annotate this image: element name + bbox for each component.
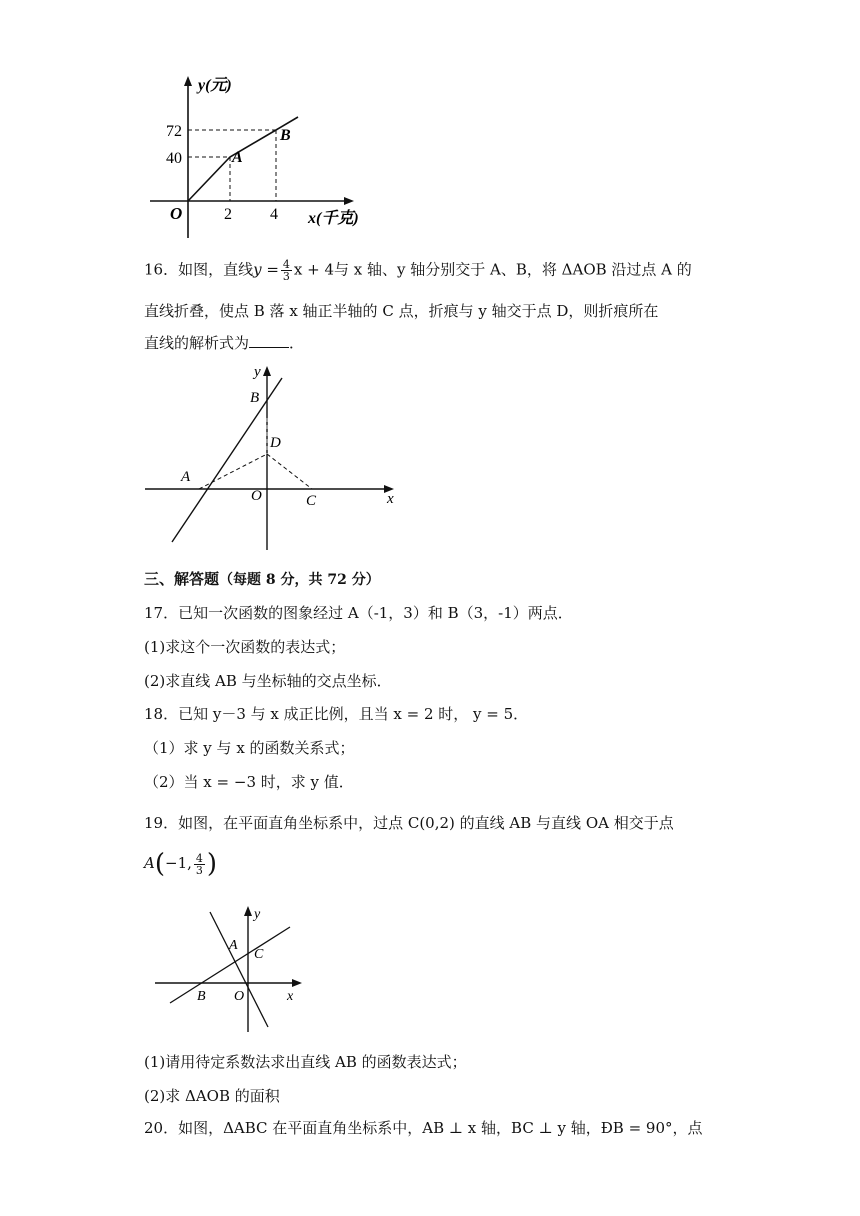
y-axis-label: y(元): [198, 77, 232, 94]
y-axis-arrow: [263, 366, 271, 376]
line-ab: [172, 378, 282, 542]
q18-stem: 18．已知 y－3 与 x 成正比例，且当 x = 2 时， y = 5．: [144, 705, 529, 723]
point-b-label: B: [280, 127, 291, 144]
q19-point-a: A(−1, $\frac{4}{3}$ ): [144, 849, 218, 879]
q16-line3-text: 直线的解析式为: [144, 334, 250, 352]
y-label: y: [254, 907, 261, 922]
x-tick-4: 4: [270, 206, 278, 223]
q18-part-1: （1）求 y 与 x 的函数关系式；: [144, 739, 355, 757]
q17-part-2: (2)求直线 AB 与坐标轴的交点坐标．: [144, 672, 392, 690]
point-a-label: A: [232, 149, 243, 166]
q19-a-den: 3: [195, 863, 203, 877]
y-label: y: [254, 364, 261, 380]
o-label: O: [234, 989, 245, 1004]
o-label: O: [251, 488, 262, 504]
q16-line-3: [144, 333, 304, 353]
q16-fraction: [281, 259, 292, 282]
q16-text-rest: x + 4与 x 轴、y 轴分别交于 A、B，将 ΔAOB 沿过点 A 的: [293, 260, 692, 279]
q19-a-fraction: [194, 853, 205, 876]
q17-part-1: (1)求这个一次函数的表达式；: [144, 638, 346, 656]
q19-a-x: −1,: [165, 854, 192, 872]
figure-intersect-diagram: [150, 900, 310, 1035]
y-tick-72: 72: [166, 123, 182, 140]
price-graph-svg: [140, 70, 380, 240]
q16-line3-period: ．: [289, 334, 305, 352]
c-label: C: [306, 493, 317, 509]
a-label: A: [181, 469, 191, 485]
x-tick-2: 2: [224, 206, 232, 223]
x-axis-arrow: [344, 197, 354, 205]
q20-stem: 20．如图，ΔABC 在平面直角坐标系中，AB ⊥ x 轴，BC ⊥ y 轴，ÐB = 90°，点: [144, 1119, 703, 1137]
q16-frac-den: 3: [282, 270, 290, 283]
section-3-title: 三、解答题: [144, 570, 220, 588]
c-label: C: [254, 947, 264, 962]
q16-text-a: ．如图，直线: [163, 260, 254, 279]
y-axis-arrow: [244, 906, 252, 916]
section-3-note: （每题 8 分，共 72 分）: [219, 572, 380, 588]
figure-price-graph: [140, 70, 380, 240]
b-label: B: [250, 390, 260, 406]
line-oa: [210, 912, 268, 1027]
q16-line-2: 直线折叠，使点 B 落 x 轴正半轴的 C 点，折痕与 y 轴交于点 D，则折痕所在: [144, 302, 659, 320]
x-axis-arrow: [292, 979, 302, 987]
q19-a-num: 4: [195, 851, 203, 865]
d-label: D: [270, 435, 281, 451]
answer-blank: [249, 333, 289, 348]
q18-part-2: （2）当 x = −3 时，求 y 值．: [144, 773, 354, 791]
y-axis-arrow: [184, 76, 192, 86]
q19-part-2: (2)求 ΔAOB 的面积: [144, 1087, 280, 1105]
q19-part-1: (1)请用待定系数法求出直线 AB 的函数表达式；: [144, 1053, 467, 1071]
figure-fold-diagram: [140, 360, 410, 555]
q17-stem: 17．已知一次函数的图象经过 A（-1，3）和 B（3，-1）两点．: [144, 604, 573, 622]
q16-line-1: [144, 259, 692, 282]
fold-line-ad: [199, 454, 267, 489]
segment-dc: [267, 454, 312, 489]
x-axis-label: x(千克): [308, 210, 359, 227]
fold-diagram-svg: [140, 360, 410, 555]
q16-equation-y: y =: [253, 260, 279, 279]
q19-stem: 19．如图，在平面直角坐标系中，过点 C(0,2) 的直线 AB 与直线 OA 相交于点: [144, 814, 674, 832]
a-label: A: [229, 938, 238, 953]
origin-label: O: [170, 204, 183, 223]
y-tick-40: 40: [166, 150, 182, 167]
x-label: x: [287, 989, 294, 1004]
q16-number: 16: [144, 260, 164, 279]
b-label: B: [197, 989, 206, 1004]
q19-a-label: A: [144, 854, 155, 872]
intersect-diagram-svg: [150, 900, 310, 1035]
x-label: x: [387, 491, 394, 507]
q16-frac-num: 4: [282, 258, 290, 271]
section-3-heading: [144, 569, 380, 590]
